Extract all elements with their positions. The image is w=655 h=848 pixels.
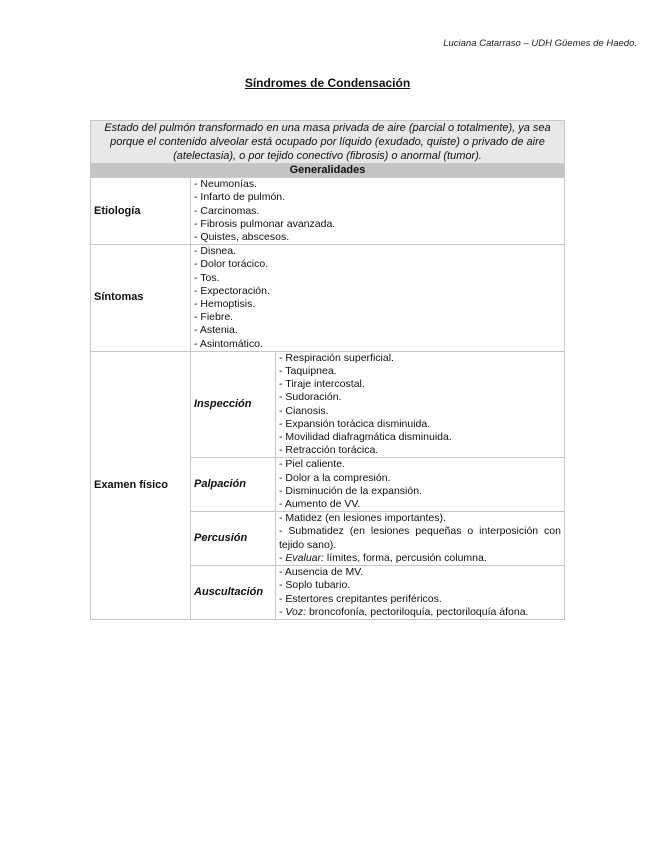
generalidades-header: Generalidades — [91, 164, 565, 178]
etiologia-label: Etiología — [91, 178, 191, 245]
syndrome-table — [90, 120, 565, 620]
intro-row — [91, 121, 565, 164]
list-item: - Matidez (en lesiones importantes). — [279, 512, 446, 525]
list-item: - Dolor torácico. — [194, 258, 269, 271]
list-item-voz — [279, 606, 561, 619]
evaluar-text: límites, forma, percusión columna. — [323, 551, 487, 564]
auscultacion-list — [276, 566, 565, 620]
evaluar-label: Evaluar: — [285, 551, 324, 564]
list-item: - Quistes, abscesos. — [194, 231, 290, 244]
voz-text: broncofonía, pectoriloquía, pectoriloquía áfona. — [306, 605, 529, 618]
list-item: - Retracción torácica. — [279, 444, 379, 457]
list-item: - Dolor a la compresión. — [279, 471, 391, 484]
header-author: Luciana Catarraso – UDH Güemes de Haedo. — [443, 38, 637, 49]
list-item-evaluar — [279, 552, 561, 565]
list-item: - Tiraje intercostal. — [279, 378, 365, 391]
inspeccion-label: Inspección — [191, 351, 276, 458]
list-item: - Hemoptisis. — [194, 298, 256, 311]
list-item: - Disminución de la expansión. — [279, 484, 422, 497]
auscultacion-label: Auscultación — [191, 566, 276, 620]
intro-text: Estado del pulmón transformado en una masa privada de aire (parcial o totalmente), ya sea porque el contenido alveolar está ocupado por líquido (exudado, quiste) o privado de aire (atelectasia), o por tejido conectivo (fibrosis) o anormal (tumor). — [91, 121, 565, 164]
list-item: - Taquipnea. — [279, 365, 337, 378]
examen-label: Examen físico — [91, 351, 191, 619]
inspeccion-list — [276, 351, 565, 458]
list-item: - Piel caliente. — [279, 458, 345, 471]
list-item: - Aumento de VV. — [279, 498, 361, 511]
sintomas-row — [91, 245, 565, 352]
voz-label: Voz: — [285, 605, 307, 618]
list-item: - Tos. — [194, 271, 220, 284]
etiologia-row — [91, 178, 565, 245]
page-title: Síndromes de Condensación — [244, 76, 411, 90]
palpacion-list — [276, 458, 565, 512]
list-item: - Estertores crepitantes periféricos. — [279, 592, 442, 605]
list-item: - Expansión torácica disminuida. — [279, 417, 431, 430]
list-item: - Neumonías. — [194, 178, 258, 191]
sintomas-list — [191, 245, 565, 352]
list-item: - Soplo tubario. — [279, 579, 351, 592]
list-item: - Infarto de pulmón. — [194, 191, 286, 204]
list-item: - Fiebre. — [194, 311, 234, 324]
voz-prefix: - — [279, 605, 286, 618]
list-item: - Asintomático. — [194, 337, 263, 350]
etiologia-list — [191, 178, 565, 245]
evaluar-prefix: - — [279, 551, 286, 564]
list-item: - Carcinomas. — [194, 204, 260, 217]
list-item: - Disnea. — [194, 245, 237, 258]
list-item: - Submatidez (en lesiones pequeñas o interposición con tejido sano). — [279, 525, 561, 551]
list-item: - Astenia. — [194, 324, 238, 337]
list-item: - Respiración superficial. — [279, 351, 394, 364]
list-item: - Fibrosis pulmonar avanzada. — [194, 217, 336, 230]
list-item: - Movilidad diafragmática disminuida. — [279, 431, 452, 444]
list-item: - Cianosis. — [279, 404, 329, 417]
palpacion-label: Palpación — [191, 458, 276, 512]
list-item: - Expectoración. — [194, 284, 270, 297]
sintomas-label: Síntomas — [91, 245, 191, 352]
percusion-list — [276, 512, 565, 566]
percusion-label: Percusión — [191, 512, 276, 566]
generalidades-row — [91, 164, 565, 178]
list-item: - Sudoración. — [279, 391, 342, 404]
inspeccion-row — [91, 351, 565, 458]
list-item: - Ausencia de MV. — [279, 566, 364, 579]
